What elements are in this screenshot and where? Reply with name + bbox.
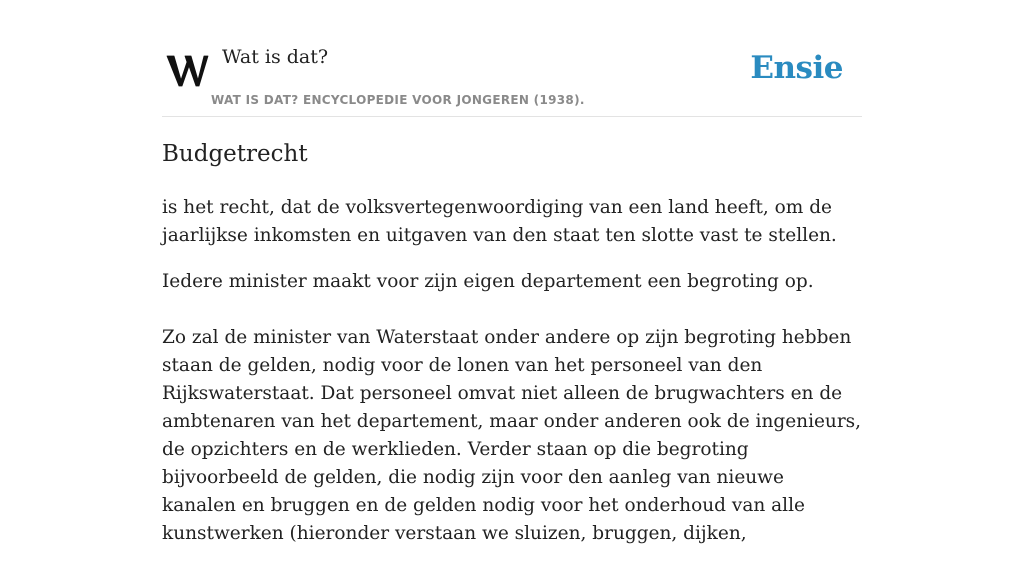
brand-logo[interactable]: Ensie (750, 50, 843, 86)
source-title[interactable]: Wat is dat? (222, 46, 329, 68)
article (162, 138, 862, 566)
wikipedia-w-icon[interactable] (165, 50, 209, 90)
paragraph-definition: is het recht, dat de volksvertegenwoordiging van een land heeft, om de jaarlijkse inkomsten en uitgaven van den staat ten slotte vast te stellen. (162, 197, 837, 246)
paragraph-example: Zo zal de minister van Waterstaat onder andere op zijn begroting hebben staan de gelden, nodig voor de lonen van het personeel van den Rijkswaterstaat. Dat personeel omvat niet alleen de brugwachters en de ambtenaren van het departement, maar onder anderen ook de ingenieurs, de opzichters en de werklieden. Verder staan op die begroting bijvoorbeeld de gelden, die nodig zijn voor den aanleg van nieuwe kanalen en bruggen en de gelden nodig voor het onderhoud van alle kunstwerken (hieronder verstaan we sluizen, bruggen, dijken, (162, 327, 862, 544)
header (162, 0, 862, 117)
paragraph-minister: Iedere minister maakt voor zijn eigen departement een begroting op. (162, 271, 814, 292)
article-title: Budgetrecht (162, 141, 308, 167)
source-subtitle: WAT IS DAT? ENCYCLOPEDIE VOOR JONGEREN (1938). (211, 93, 585, 107)
